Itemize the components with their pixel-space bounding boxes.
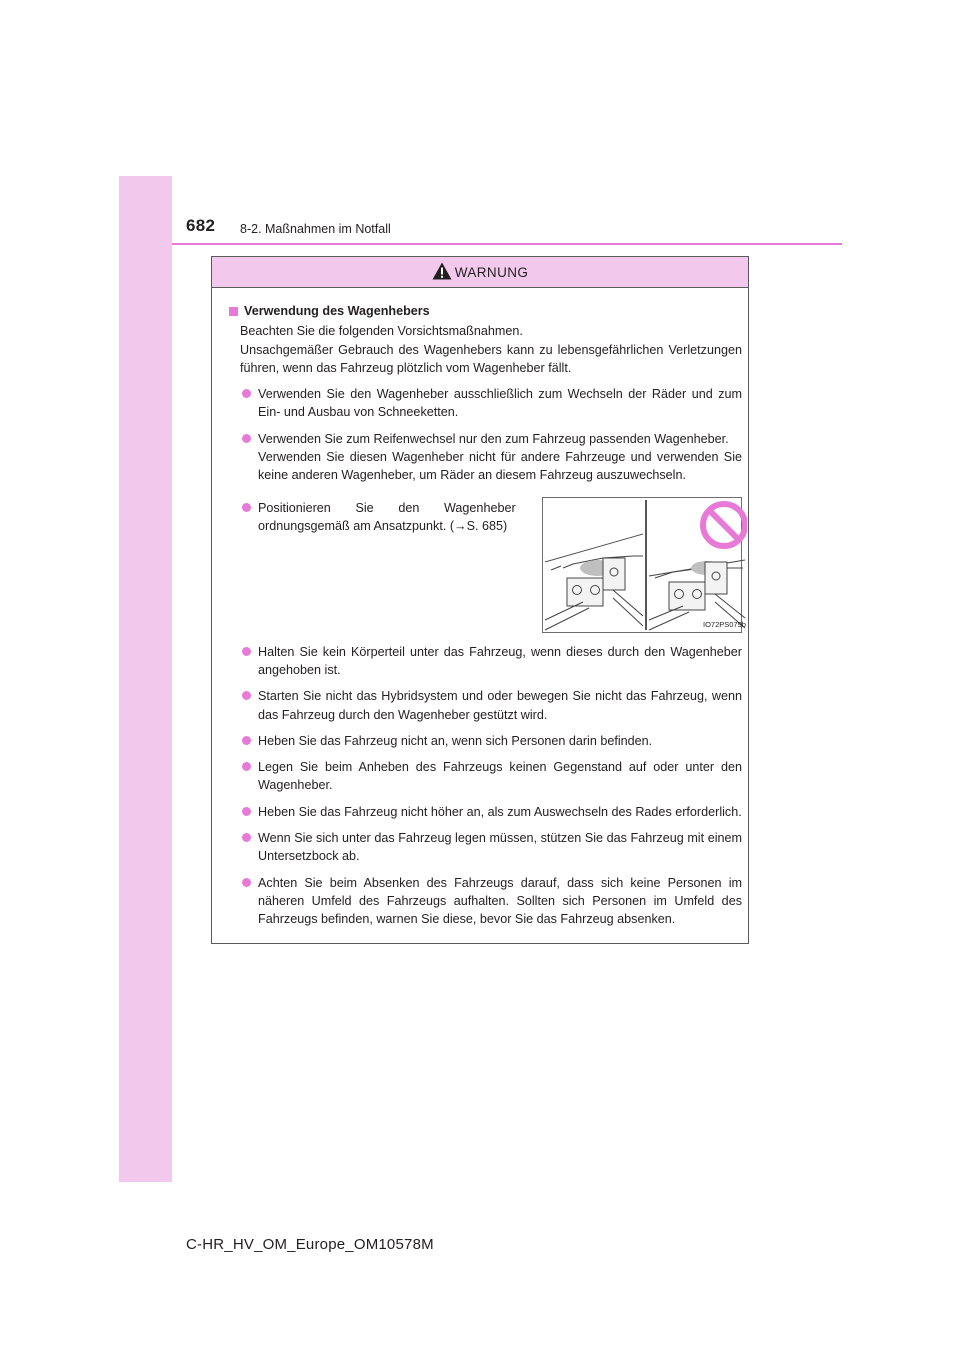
warning-title: WARNUNG <box>454 264 529 280</box>
intro-line-2: Unsachgemäßer Gebrauch des Wagenhebers kann zu lebensgefährlichen Verletzungen führen, wenn das Fahrzeug plötzlich vom Wagenheber fällt. <box>240 342 742 375</box>
list-item-text: Halten Sie kein Körperteil unter das Fahrzeug, wenn dieses durch den Wagenheber angehoben ist. <box>258 644 742 677</box>
bullet-dot-icon <box>242 647 251 656</box>
document-id: C-HR_HV_OM_Europe_OM10578M <box>186 1236 434 1253</box>
list-item-text: Heben Sie das Fahrzeug nicht an, wenn sich Personen darin befinden. <box>258 733 653 748</box>
list-item <box>229 874 742 929</box>
page-number: 682 <box>186 216 216 235</box>
bullet-dot-icon <box>242 691 251 700</box>
bullet-dot-icon <box>242 833 251 842</box>
jack-illustration <box>543 498 747 632</box>
warning-intro <box>229 322 742 377</box>
list-item <box>229 732 742 750</box>
list-item-text: Verwenden Sie zum Reifenwechsel nur den zum Fahrzeug passenden Wagenheber. <box>258 431 729 446</box>
list-item <box>229 687 742 724</box>
bullet-dot-icon <box>242 762 251 771</box>
list-item <box>229 829 742 866</box>
bullet-dot-icon <box>242 434 251 443</box>
list-item-text-continued: Verwenden Sie diesen Wagenheber nicht für andere Fahrzeuge und verwenden Sie keine anderen Wagenheber, um Räder an diesem Fahrzeug auszuwechseln. <box>258 450 742 483</box>
header-rule <box>172 243 842 245</box>
bullet-dot-icon <box>242 807 251 816</box>
bullet-dot-icon <box>242 503 251 512</box>
list-item-text: Heben Sie das Fahrzeug nicht höher an, als zum Auswechseln des Rades erforderlich. <box>258 804 742 819</box>
list-item-text: Starten Sie nicht das Hybridsystem und oder bewegen Sie nicht das Fahrzeug, wenn das Fahrzeug durch den Wagenheber gestützt wird. <box>258 689 742 722</box>
warning-box <box>211 256 749 944</box>
list-item-text: Verwenden Sie den Wagenheber ausschließlich zum Wechseln der Räder und zum Ein- und Ausbau von Schneeketten. <box>258 387 742 420</box>
list-item <box>229 758 742 795</box>
list-item <box>229 430 742 485</box>
list-item-text: Positionieren Sie den Wagenheber ordnungsgemäß am Ansatzpunkt. (→S. 685) <box>258 500 516 533</box>
warning-heading-text: Verwendung des Wagenhebers <box>244 304 430 318</box>
list-item <box>229 803 742 821</box>
list-item <box>229 499 516 536</box>
bullet-dot-icon <box>242 878 251 887</box>
warning-header <box>212 257 748 288</box>
list-item-text: Achten Sie beim Absenken des Fahrzeugs darauf, dass sich keine Personen im näheren Umfeld des Fahrzeugs aufhalten. Sollten sich Personen im Umfeld des Fahrzeugs befinden, warnen Sie diese, bevor Sie das Fahrzeug absenken. <box>258 875 742 927</box>
warning-heading <box>229 302 742 320</box>
list-item-text: Legen Sie beim Anheben des Fahrzeugs keinen Gegenstand auf oder unter den Wagenheber. <box>258 760 742 793</box>
list-item-text: Wenn Sie sich unter das Fahrzeug legen müssen, stützen Sie das Fahrzeug mit einem Untersetzbock ab. <box>258 831 742 864</box>
warning-content <box>212 288 748 929</box>
figure-row <box>229 499 746 633</box>
bullet-dot-icon <box>242 736 251 745</box>
intro-line-1: Beachten Sie die folgenden Vorsichtsmaßnahmen. <box>240 324 523 339</box>
bullet-dot-icon <box>242 389 251 398</box>
jack-position-figure <box>542 497 746 633</box>
square-bullet-icon <box>229 307 238 316</box>
section-title: 8-2. Maßnahmen im Notfall <box>240 222 391 236</box>
list-item <box>229 385 742 422</box>
figure-code: IO72PS079b <box>702 619 746 629</box>
prohibited-icon <box>703 504 745 546</box>
list-item <box>229 643 742 680</box>
warning-triangle-icon <box>432 262 452 280</box>
side-color-strip <box>119 176 172 1182</box>
